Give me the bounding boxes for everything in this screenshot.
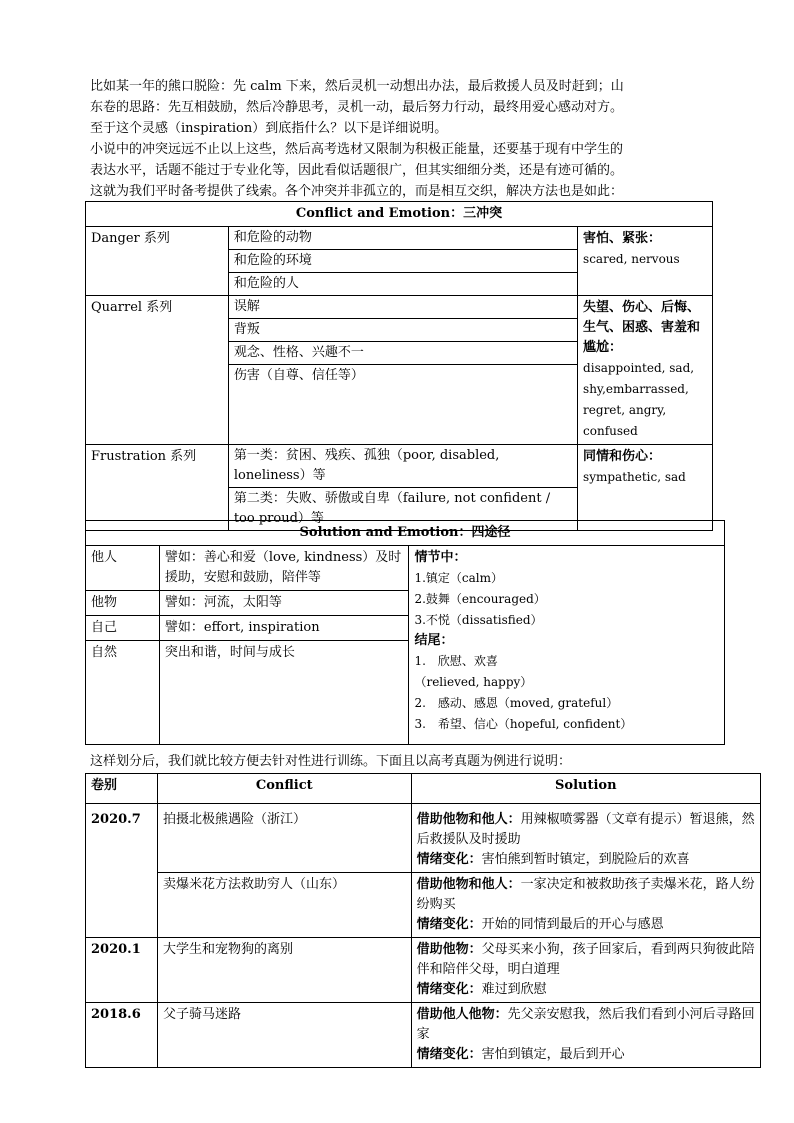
exam-conflict: 卖爆米花方法救助穷人（山东） [157, 873, 411, 938]
exam-year: 2020.7 [86, 804, 158, 938]
column-header: Solution [411, 774, 760, 804]
emotion-label: 情绪变化： [416, 852, 482, 867]
emotion-title: 同情和伤心： [583, 449, 662, 464]
intro-line: 这就为我们平时备考提供了线索。各个冲突并非孤立的，而是相互交织，解决方法也是如此： [90, 184, 624, 199]
intro-line: 小说中的冲突远远不止以上这些，然后高考选材又限制为积极正能量，还要基于现有中学生的 [90, 142, 624, 157]
intro-line: 比如某一年的熊口脱险：先 calm 下来，然后灵机一动想出办法，最后救援人员及时赶到；山 [90, 79, 624, 94]
solution-emotions [409, 546, 725, 745]
solution-label: 他物 [86, 591, 160, 616]
exam-solution [411, 938, 760, 1003]
list-item: 观念、性格、兴趣不一 [229, 342, 577, 365]
frustration-label: Frustration 系列 [86, 445, 229, 531]
intro-paragraph [90, 76, 730, 202]
intro-line: 表达水平，话题不能过于专业化等，因此看似话题很广，但其实细细分类，还是有迹可循的。 [90, 163, 624, 178]
list-item: 伤害（自尊、信任等） [233, 368, 364, 383]
quarrel-emotion [578, 296, 713, 445]
solution-text: 先父亲安慰我，然后我们看到小河后寻路回家 [416, 1007, 755, 1042]
table-header: Conflict and Emotion：三冲突 [86, 202, 713, 227]
solution-label: 他人 [86, 546, 160, 591]
list-item: 和危险的人 [233, 276, 299, 291]
list-item: 和危险的环境 [229, 250, 577, 273]
emotion-body: scared, nervous [583, 252, 680, 266]
emotion-text: 害怕熊到暂时镇定，到脱险后的欢喜 [481, 852, 690, 867]
solution-text: 一家决定和被救助孩子卖爆米花，路人纷纷购买 [416, 877, 755, 912]
list-item: 3. 希望、信心（hopeful, confident） [414, 717, 633, 731]
list-item: 3.不悦（dissatisfied） [414, 613, 543, 627]
exam-year: 2018.6 [86, 1003, 158, 1068]
intro-line: 东卷的思路：先互相鼓励，然后冷静思考，灵机一动，最后努力行动，最终用爱心感动对方。 [90, 100, 624, 115]
emotion-title: 失望、伤心、后悔、生气、困惑、害羞和尴尬： [583, 300, 701, 355]
emotion-text: 开始的同情到最后的开心与感恩 [481, 917, 664, 932]
solution-label: 自己 [86, 616, 160, 641]
list-item: （relieved, happy） [414, 675, 533, 689]
solution-text: 用辣椒喷雾器（文章有提示）暂退熊，然后救援队及时援助 [416, 812, 755, 847]
exam-conflict: 父子骑马迷路 [157, 1003, 411, 1068]
solution-text: 父母买来小狗，孩子回家后，看到两只狗彼此陪伴和陪伴父母，明白道理 [416, 942, 755, 977]
emotion-end-title: 结尾： [414, 633, 454, 648]
emotion-text: 害怕到镇定，最后到开心 [481, 1047, 625, 1062]
column-header: 卷别 [86, 774, 158, 804]
list-item: 1.镇定（calm） [414, 571, 504, 585]
solution-desc: 譬如：河流，太阳等 [159, 591, 409, 616]
solution-label: 借助他物和他人： [416, 877, 521, 892]
emotion-label: 情绪变化： [416, 982, 482, 997]
solution-label: 借助他人他物： [416, 1007, 508, 1022]
danger-label: Danger 系列 [86, 227, 229, 296]
exam-examples-table [85, 773, 761, 1068]
exam-conflict: 拍摄北极熊遇险（浙江） [157, 804, 411, 873]
solution-label: 借助他物： [416, 942, 482, 957]
list-item: 第一类：贫困、残疾、孤独（poor, disabled, loneliness）等 [229, 445, 577, 488]
solution-emotion-table [85, 520, 725, 745]
danger-emotion [578, 227, 713, 296]
exam-solution [411, 804, 760, 873]
emotion-body: sympathetic, sad [583, 470, 686, 484]
emotion-body: disappointed, sad, shy,embarrassed, regret, angry, confused [583, 361, 695, 438]
solution-desc: 突出和谐，时间与成长 [159, 641, 409, 745]
solution-label: 自然 [86, 641, 160, 745]
frustration-emotion [578, 445, 713, 531]
list-item: 第二类：失败、骄傲或自卑（failure, not confident / too proud）等 [233, 491, 551, 526]
table-header: Solution and Emotion：四途径 [86, 521, 725, 546]
list-item: 误解 [229, 296, 577, 319]
list-item: 1. 欣慰、欢喜 [414, 654, 498, 668]
list-item: 和危险的动物 [229, 227, 577, 250]
emotion-mid-title: 情节中： [414, 550, 467, 565]
column-header: Conflict [157, 774, 411, 804]
exam-solution [411, 1003, 760, 1068]
emotion-label: 情绪变化： [416, 917, 482, 932]
intro-line: 至于这个灵感（inspiration）到底指什么？以下是详细说明。 [90, 121, 448, 136]
mid-paragraph: 这样划分后，我们就比较方便去针对性进行训练。下面且以高考真题为例进行说明： [90, 754, 572, 769]
conflict-emotion-table [85, 201, 713, 531]
list-item: 2. 感动、感恩（moved, grateful） [414, 696, 619, 710]
exam-conflict: 大学生和宠物狗的离别 [157, 938, 411, 1003]
exam-year: 2020.1 [86, 938, 158, 1003]
list-item: 2.鼓舞（encouraged） [414, 592, 546, 606]
quarrel-label: Quarrel 系列 [86, 296, 229, 445]
solution-desc: 譬如：effort, inspiration [159, 616, 409, 641]
solution-desc: 譬如：善心和爱（love, kindness）及时援助，安慰和鼓励，陪伴等 [159, 546, 409, 591]
emotion-title: 害怕、紧张： [583, 231, 662, 246]
solution-label: 借助他物和他人： [416, 812, 521, 827]
emotion-label: 情绪变化： [416, 1047, 482, 1062]
list-item: 背叛 [229, 319, 577, 342]
emotion-text: 难过到欣慰 [481, 982, 547, 997]
exam-solution [411, 873, 760, 938]
